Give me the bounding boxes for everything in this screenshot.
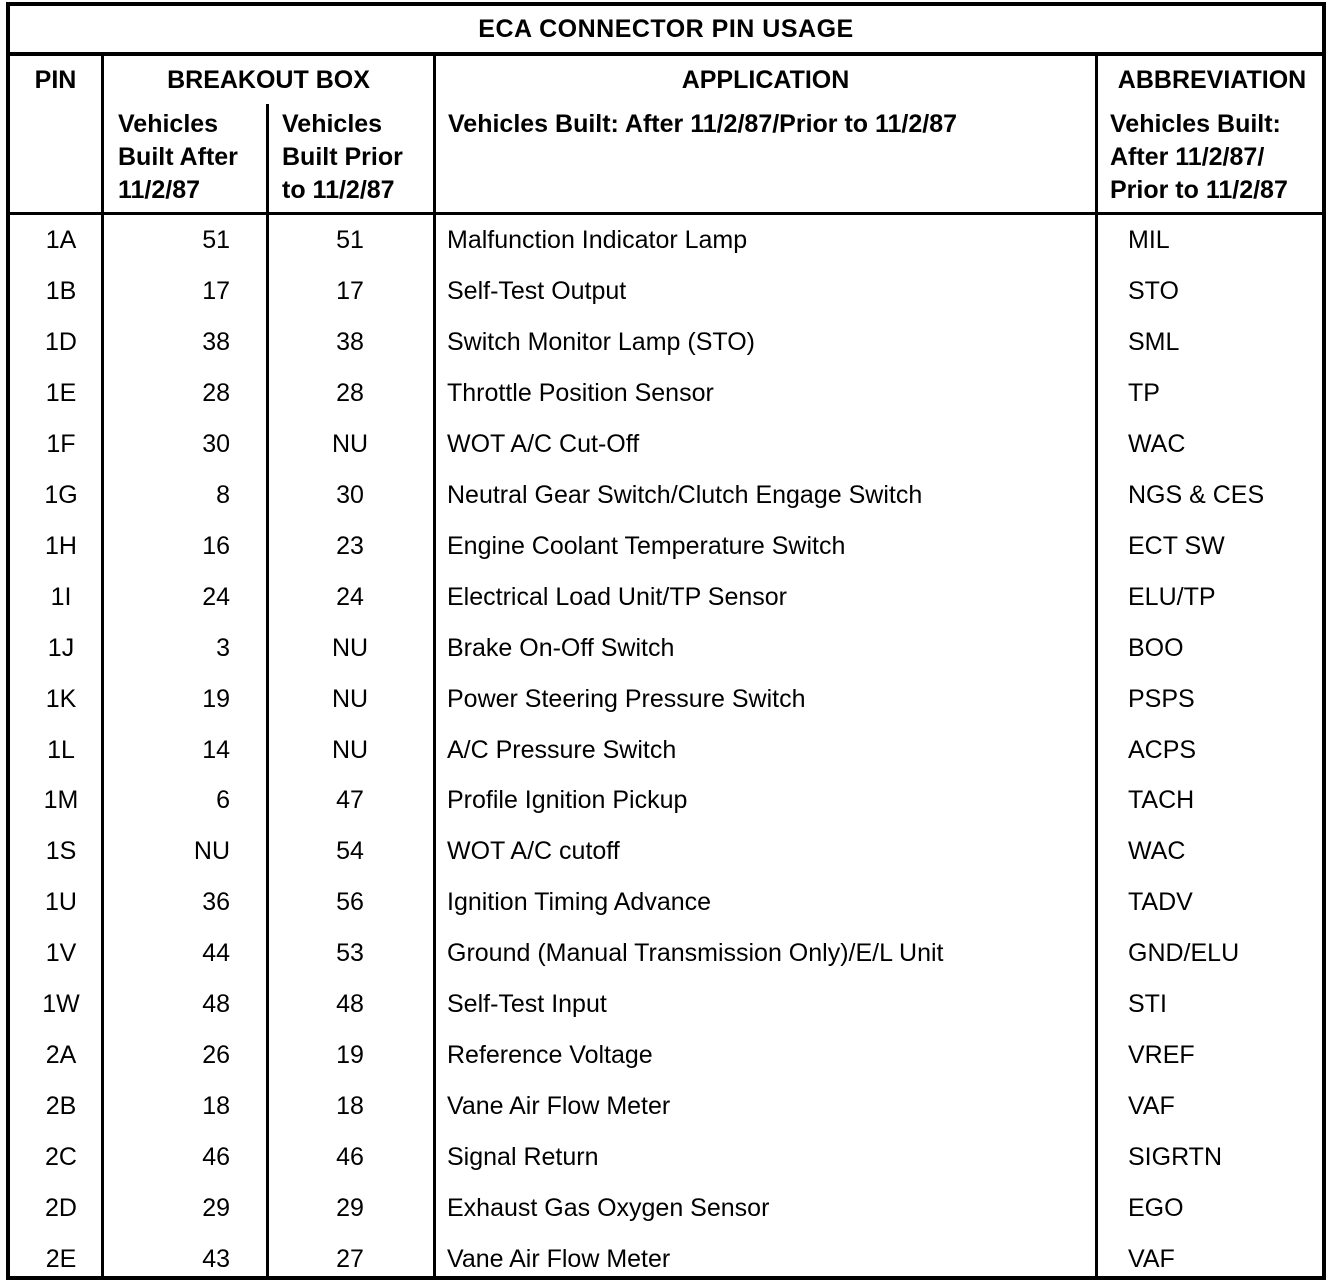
application-cell: Power Steering Pressure Switch [447, 684, 806, 713]
breakout-prior-cell: 17 [336, 276, 364, 305]
abbreviation-cell: MIL [1128, 226, 1170, 254]
breakout-prior-cell: 28 [336, 378, 364, 407]
application-cell: Switch Monitor Lamp (STO) [447, 327, 755, 356]
pin-cell: 1A [45, 226, 77, 254]
table-row [10, 826, 1322, 877]
breakout-prior-cell: 48 [336, 990, 364, 1019]
application-cell: Neutral Gear Switch/Clutch Engage Switch [447, 480, 923, 509]
application-cell: Profile Ignition Pickup [447, 786, 688, 815]
table-row [10, 775, 1322, 826]
pin-cell: 2E [45, 1245, 77, 1273]
breakout-prior-cell: NU [331, 735, 369, 764]
table-row [10, 877, 1322, 928]
table-row [10, 674, 1322, 725]
application-cell: Reference Voltage [447, 1041, 653, 1070]
breakout-after-cell: 18 [202, 1092, 230, 1121]
abbreviation-cell: EGO [1128, 1194, 1184, 1223]
breakout-after-cell: 51 [202, 226, 230, 254]
abbreviation-cell: STI [1128, 990, 1167, 1019]
application-cell: Ground (Manual Transmission Only)/E/L Unit [447, 939, 944, 968]
pin-cell: 1W [42, 990, 80, 1019]
table-row [10, 1183, 1322, 1234]
breakout-prior-cell: 47 [336, 786, 364, 815]
pin-cell: 2A [45, 1041, 77, 1070]
application-cell: Self-Test Output [447, 276, 627, 305]
breakout-prior-cell: 30 [336, 480, 364, 509]
pin-cell: 1U [45, 888, 77, 917]
abbreviation-cell: VREF [1128, 1041, 1195, 1070]
breakout-prior-cell: 38 [336, 327, 364, 356]
abbreviation-cell: STO [1128, 276, 1179, 305]
application-cell: Signal Return [447, 1143, 599, 1172]
application-cell: A/C Pressure Switch [447, 735, 677, 764]
abbreviation-cell: BOO [1128, 633, 1184, 662]
application-cell: Electrical Load Unit/TP Sensor [447, 582, 787, 611]
application-cell: Self-Test Input [447, 990, 607, 1019]
application-cell: Engine Coolant Temperature Switch [447, 531, 846, 560]
abbreviation-cell: WAC [1128, 429, 1186, 458]
breakout-after-cell: 29 [202, 1194, 230, 1223]
pin-cell: 1F [46, 429, 76, 458]
breakout-prior-cell: 18 [336, 1092, 364, 1121]
table-row [10, 266, 1322, 317]
abbreviation-cell: VAF [1128, 1245, 1175, 1273]
header-vehicles-prior: Vehicles Built Prior to 11/2/87 [282, 110, 403, 204]
abbreviation-cell: TP [1128, 378, 1160, 407]
table-row [10, 470, 1322, 521]
table-row [10, 623, 1322, 674]
table-row [10, 979, 1322, 1030]
table-row [10, 725, 1322, 776]
pin-cell: 1H [45, 531, 77, 560]
breakout-after-cell: 19 [202, 684, 230, 713]
pin-cell: 1K [45, 684, 77, 713]
application-cell: Throttle Position Sensor [447, 378, 714, 407]
application-cell: Exhaust Gas Oxygen Sensor [447, 1194, 770, 1223]
breakout-prior-cell: 51 [336, 226, 364, 254]
pin-cell: 1S [45, 837, 77, 866]
breakout-after-cell: 28 [202, 378, 230, 407]
breakout-after-cell: 26 [202, 1041, 230, 1070]
breakout-after-cell: NU [193, 837, 230, 866]
abbreviation-cell: WAC [1128, 837, 1186, 866]
abbreviation-cell: ECT SW [1128, 531, 1225, 560]
breakout-prior-cell: 46 [336, 1143, 364, 1172]
breakout-prior-cell: 56 [336, 888, 364, 917]
breakout-after-cell: 14 [202, 735, 230, 764]
application-cell: WOT A/C Cut-Off [447, 429, 640, 458]
pin-cell: 1V [45, 939, 77, 968]
breakout-after-cell: 48 [202, 990, 230, 1019]
table-row [10, 1132, 1322, 1183]
breakout-after-cell: 8 [216, 480, 230, 509]
abbreviation-cell: NGS & CES [1128, 480, 1265, 509]
breakout-after-cell: 43 [202, 1245, 230, 1273]
abbreviation-cell: PSPS [1128, 684, 1195, 713]
breakout-prior-cell: 53 [336, 939, 364, 968]
pin-cell: 1L [47, 735, 75, 764]
application-cell: Malfunction Indicator Lamp [447, 226, 748, 254]
breakout-prior-cell: 23 [336, 531, 364, 560]
pin-cell: 1J [47, 633, 75, 662]
header-abbreviation-sub: Vehicles Built: After 11/2/87/ Prior to 11/2/87 [1110, 110, 1288, 204]
pin-cell: 2D [45, 1194, 77, 1223]
application-cell: Brake On-Off Switch [447, 633, 675, 662]
application-cell: Vane Air Flow Meter [447, 1092, 671, 1121]
breakout-after-cell: 46 [202, 1143, 230, 1172]
table-row [10, 1081, 1322, 1132]
breakout-prior-cell: 24 [336, 582, 364, 611]
abbreviation-cell: VAF [1128, 1092, 1175, 1121]
breakout-prior-cell: 19 [336, 1041, 364, 1070]
breakout-prior-cell: NU [331, 684, 369, 713]
pin-cell: 1B [45, 276, 77, 305]
header-vehicles-after: Vehicles Built After 11/2/87 [118, 110, 238, 204]
abbreviation-cell: TACH [1128, 786, 1195, 815]
table-row [10, 521, 1322, 572]
pin-cell: 1E [45, 378, 77, 407]
abbreviation-cell: TADV [1128, 888, 1193, 917]
breakout-after-cell: 17 [202, 276, 230, 305]
table-title: ECA CONNECTOR PIN USAGE [10, 6, 1322, 56]
abbreviation-cell: SML [1128, 327, 1180, 356]
breakout-after-cell: 36 [202, 888, 230, 917]
application-cell: WOT A/C cutoff [447, 837, 620, 866]
breakout-after-cell: 6 [216, 786, 230, 815]
pin-cell: 2C [45, 1143, 77, 1172]
breakout-prior-cell: 54 [336, 837, 364, 866]
breakout-prior-cell: NU [331, 429, 369, 458]
eca-pin-usage-table [6, 2, 1326, 1280]
breakout-after-cell: 3 [216, 633, 230, 662]
application-cell: Vane Air Flow Meter [447, 1245, 671, 1273]
table-row [10, 215, 1322, 266]
breakout-prior-cell: 27 [336, 1245, 364, 1273]
breakout-after-cell: 30 [202, 429, 230, 458]
pin-cell: 1G [44, 480, 78, 509]
pin-cell: 1D [45, 327, 77, 356]
table-row [10, 572, 1322, 623]
breakout-after-cell: 24 [202, 582, 230, 611]
table-row [10, 1234, 1322, 1285]
pin-cell: 1I [50, 582, 72, 611]
header-breakout-box: BREAKOUT BOX [167, 66, 370, 94]
breakout-after-cell: 16 [202, 531, 230, 560]
abbreviation-cell: ELU/TP [1128, 582, 1216, 611]
table-row [10, 1030, 1322, 1081]
table-row [10, 419, 1322, 470]
table-row [10, 368, 1322, 419]
breakout-after-cell: 38 [202, 327, 230, 356]
header-application: APPLICATION [681, 66, 850, 94]
abbreviation-cell: GND/ELU [1128, 939, 1240, 968]
table-row [10, 317, 1322, 368]
abbreviation-cell: ACPS [1128, 735, 1197, 764]
breakout-after-cell: 44 [202, 939, 230, 968]
header-pin: PIN [34, 66, 77, 94]
breakout-prior-cell: NU [331, 633, 369, 662]
application-cell: Ignition Timing Advance [447, 888, 712, 917]
table-row [10, 928, 1322, 979]
header-application-sub: Vehicles Built: After 11/2/87/Prior to 11/2/87 [448, 110, 958, 138]
pin-cell: 2B [45, 1092, 77, 1121]
pin-cell: 1M [43, 786, 79, 815]
header-abbreviation: ABBREVIATION [1117, 66, 1307, 94]
abbreviation-cell: SIGRTN [1128, 1143, 1222, 1172]
breakout-prior-cell: 29 [336, 1194, 364, 1223]
